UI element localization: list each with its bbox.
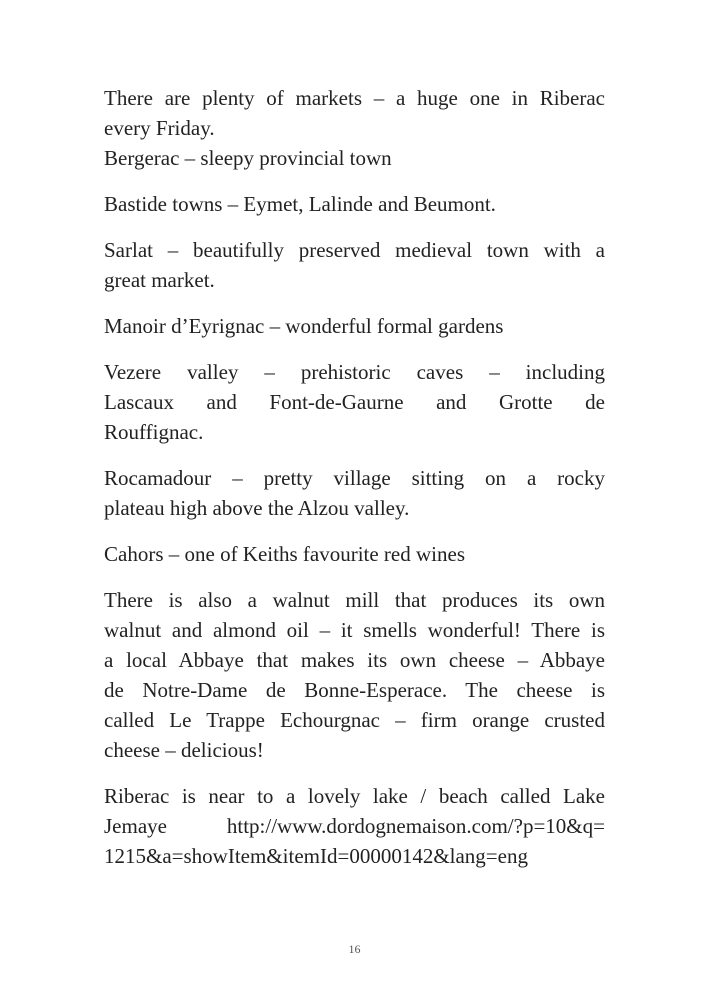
text-line: Bergerac – sleepy provincial town (104, 146, 392, 170)
text-line: Rocamadour – pretty village sitting on a rocky (104, 466, 605, 490)
cahors-paragraph (104, 539, 605, 569)
manoir-paragraph (104, 311, 605, 341)
text-line: There are plenty of markets – a huge one in Riberac (104, 86, 605, 110)
text-line: Riberac is near to a lovely lake / beach called Lake (104, 784, 605, 808)
page-number: 16 (348, 942, 361, 956)
text-line: Vezere valley – prehistoric caves – including (104, 360, 605, 384)
text-line: Sarlat – beautifully preserved medieval town with a (104, 238, 605, 262)
vezere-paragraph (104, 357, 605, 447)
text-line: Lascaux and Font-de-Gaurne and Grotte de (104, 390, 605, 414)
sarlat-paragraph (104, 235, 605, 295)
lake-paragraph (104, 781, 605, 871)
text-line: Rouffignac. (104, 420, 204, 444)
rocamadour-paragraph (104, 463, 605, 523)
text-line: great market. (104, 268, 215, 292)
text-line: plateau high above the Alzou valley. (104, 496, 410, 520)
bastide-paragraph (104, 189, 605, 219)
url-line: Jemaye http://www.dordognemaison.com/?p=10&q= (104, 814, 605, 838)
text-line: Bastide towns – Eymet, Lalinde and Beumont. (104, 192, 496, 216)
text-line: There is also a walnut mill that produces its own (104, 588, 605, 612)
text-line: cheese – delicious! (104, 738, 264, 762)
text-line: Manoir d’Eyrignac – wonderful formal gardens (104, 314, 504, 338)
text-line: de Notre-Dame de Bonne-Esperace. The cheese is (104, 678, 605, 702)
text-line: walnut and almond oil – it smells wonderful! There is (104, 618, 605, 642)
text-line: called Le Trappe Echourgnac – firm orange crusted (104, 708, 605, 732)
walnut-paragraph (104, 585, 605, 765)
markets-paragraph (104, 83, 605, 143)
text-line: a local Abbaye that makes its own cheese – Abbaye (104, 648, 605, 672)
text-line: every Friday. (104, 116, 215, 140)
document-body (104, 83, 605, 887)
url-line: 1215&a=showItem&itemId=00000142&lang=eng (104, 844, 528, 868)
text-line: Cahors – one of Keiths favourite red wines (104, 542, 465, 566)
bergerac-paragraph (104, 143, 605, 173)
